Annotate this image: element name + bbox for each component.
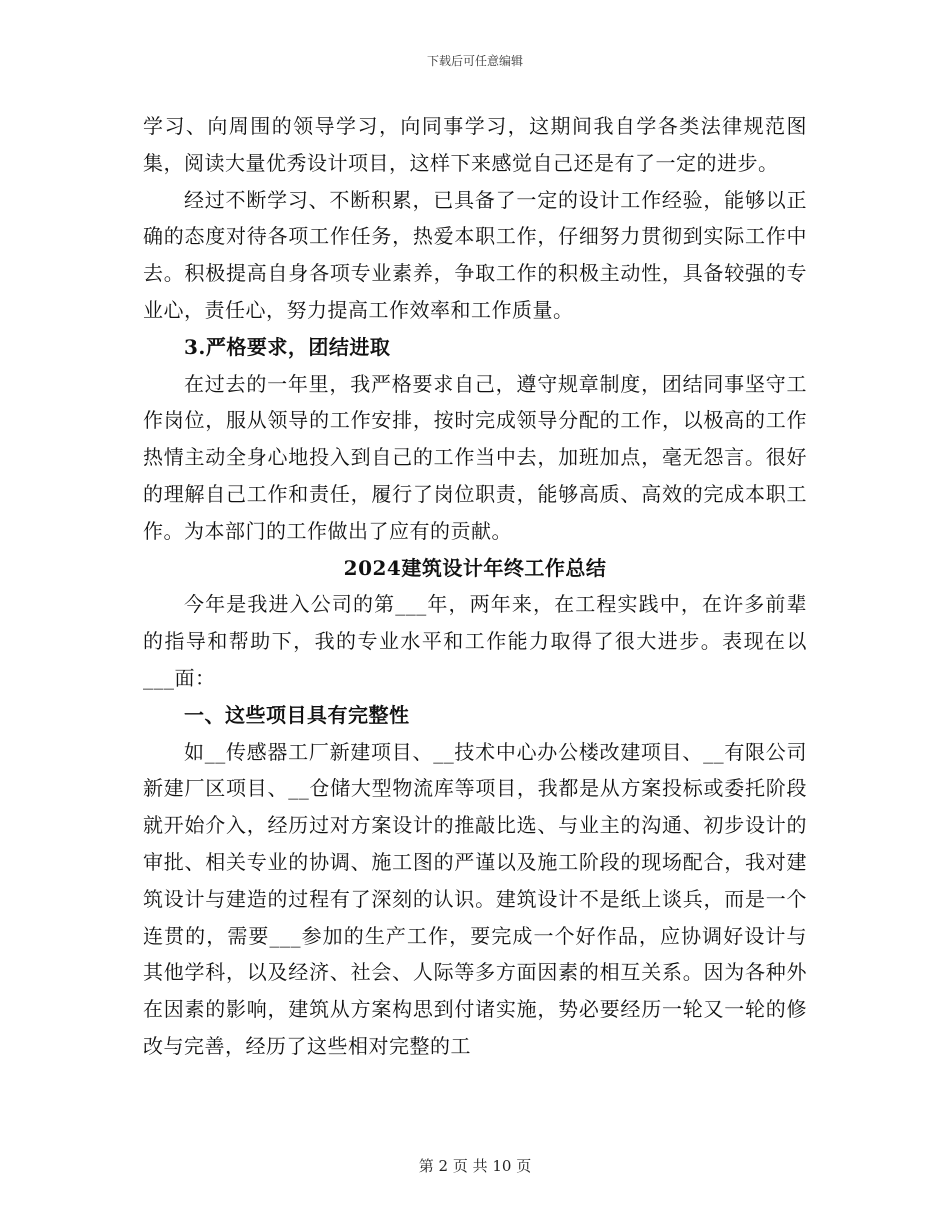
paragraph-continuation: 学习、向周围的领导学习，向同事学习，这期间我自学各类法律规范图集，阅读大量优秀设计项目，这样下来感觉自己还是有了一定的进步。 [143,114,807,175]
document-title: 2024建筑设计年终工作总结 [343,555,607,580]
paragraph-experience: 经过不断学习、不断积累，已具备了一定的设计工作经验，能够以正确的态度对待各项工作任务，热爱本职工作，仔细努力贯彻到实际工作中去。积极提高自身各项专业素养，争取工作的积极主动性，具备较强的专业心，责任心，努力提高工作效率和工作质量。 [143,187,807,322]
document-body [143,108,807,1065]
paragraph-strict: 在过去的一年里，我严格要求自己，遵守规章制度，团结同事坚守工作岗位，服从领导的工作安排，按时完成领导分配的工作，以极高的工作热情主动全身心地投入到自己的工作当中去，加班加点，毫无怨言。很好的理解自己工作和责任，履行了岗位职责，能够高质、高效的完成本职工作。为本部门的工作做出了应有的贡献。 [143,371,807,543]
paragraph-projects: 如__传感器工厂新建项目、__技术中心办公楼改建项目、__有限公司新建厂区项目、__仓储大型物流库等项目，我都是从方案投标或委托阶段就开始介入，经历过对方案设计的推敲比选、与业主的沟通、初步设计的审批、相关专业的协调、施工图的严谨以及施工阶段的现场配合，我对建筑设计与建造的过程有了深刻的认识。建筑设计不是纸上谈兵，而是一个连贯的，需要___参加的生产工作，要完成一个好作品，应协调好设计与其他学科，以及经济、社会、人际等多方面因素的相互关系。因为各种外在因素的影响，建筑从方案构思到付诸实施，势必要经历一轮又一轮的修改与完善，经历了这些相对完整的工 [143,739,807,1058]
paragraph-intro: 今年是我进入公司的第___年，两年来，在工程实践中，在许多前辈的指导和帮助下，我的专业水平和工作能力取得了很大进步。表现在以___面： [143,592,807,690]
section-heading-projects: 一、这些项目具有完整性 [184,702,410,727]
page-number: 第 2 页 共 10 页 [418,1157,532,1175]
section-heading-strict: 3.严格要求，团结进取 [184,334,391,359]
header-note: 下载后可任意编辑 [426,54,523,68]
